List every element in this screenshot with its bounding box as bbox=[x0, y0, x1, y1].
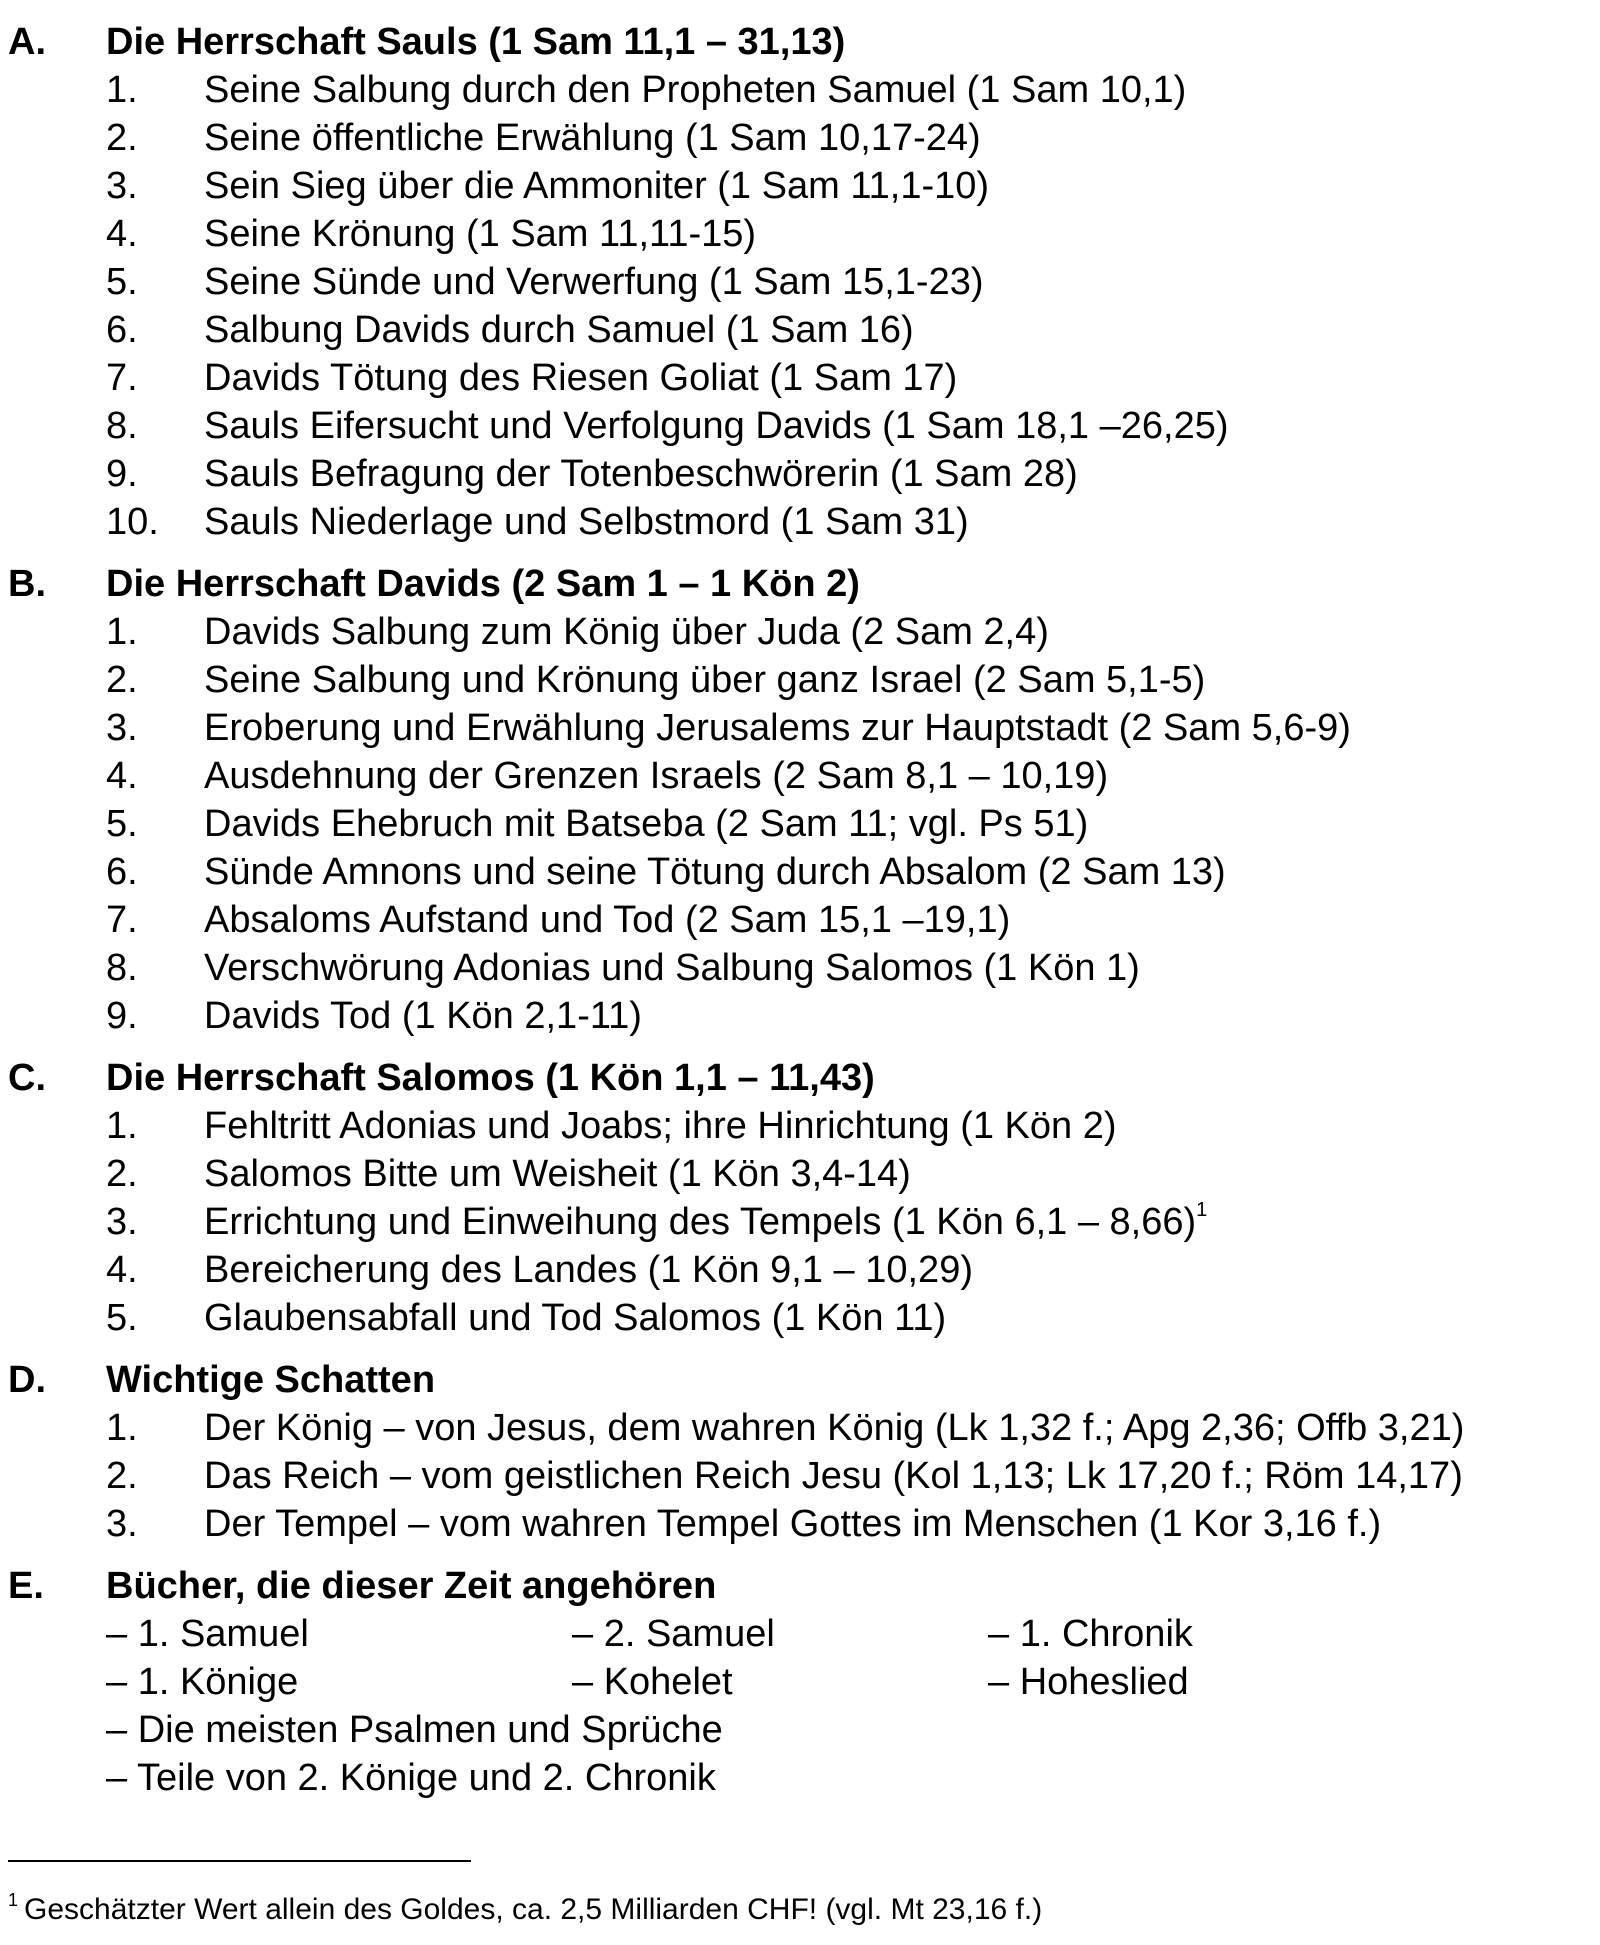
item-number: 3. bbox=[106, 1201, 138, 1243]
book-entry: – 1. Chronik bbox=[988, 1613, 1193, 1655]
list-item bbox=[8, 258, 1598, 306]
list-item bbox=[8, 1150, 1598, 1198]
section-letter: B. bbox=[8, 563, 46, 605]
list-item bbox=[8, 1404, 1598, 1452]
item-number: 7. bbox=[106, 899, 138, 941]
item-text: Bereicherung des Landes (1 Kön 9,1 – 10,29) bbox=[204, 1249, 973, 1291]
item-number: 4. bbox=[106, 1249, 138, 1291]
item-number: 3. bbox=[106, 165, 138, 207]
section-heading bbox=[8, 1562, 1598, 1610]
item-number: 3. bbox=[106, 1503, 138, 1545]
item-text: Sauls Eifersucht und Verfolgung Davids (1 Sam 18,1 –26,25) bbox=[204, 405, 1229, 447]
item-number: 4. bbox=[106, 755, 138, 797]
item-number: 1. bbox=[106, 611, 138, 653]
item-number: 10. bbox=[106, 501, 159, 543]
item-number: 5. bbox=[106, 1297, 138, 1339]
list-item bbox=[8, 896, 1598, 944]
item-text: Der Tempel – vom wahren Tempel Gottes im Menschen (1 Kor 3,16 f.) bbox=[204, 1503, 1382, 1545]
item-number: 6. bbox=[106, 309, 138, 351]
footnote-text: Geschätzter Wert allein des Goldes, ca. 2,5 Milliarden CHF! (vgl. Mt 23,16 f.) bbox=[24, 1893, 1043, 1926]
book-entry: – Kohelet bbox=[572, 1661, 733, 1703]
item-number: 9. bbox=[106, 453, 138, 495]
list-item bbox=[8, 704, 1598, 752]
item-text: Sauls Befragung der Totenbeschwörerin (1 Sam 28) bbox=[204, 453, 1078, 495]
item-text: Salomos Bitte um Weisheit (1 Kön 3,4-14) bbox=[204, 1153, 911, 1195]
item-number: 1. bbox=[106, 1407, 138, 1449]
item-number: 2. bbox=[106, 117, 138, 159]
item-text: Sauls Niederlage und Selbstmord (1 Sam 31) bbox=[204, 501, 969, 543]
list-item bbox=[8, 354, 1598, 402]
list-item bbox=[8, 498, 1598, 546]
list-item bbox=[8, 402, 1598, 450]
list-item bbox=[8, 162, 1598, 210]
section-heading bbox=[8, 18, 1598, 66]
list-item bbox=[8, 656, 1598, 704]
section-title: Wichtige Schatten bbox=[106, 1359, 436, 1401]
section-title: Bücher, die dieser Zeit angehören bbox=[106, 1565, 717, 1607]
list-item bbox=[8, 1500, 1598, 1548]
outline bbox=[8, 18, 1598, 1816]
book-entry: – 1. Könige bbox=[106, 1661, 299, 1703]
section-d bbox=[8, 1356, 1598, 1548]
list-item bbox=[8, 210, 1598, 258]
section-heading bbox=[8, 560, 1598, 608]
item-text: Errichtung und Einweihung des Tempels (1 Kön 6,1 – 8,66) bbox=[204, 1201, 1197, 1243]
item-number: 6. bbox=[106, 851, 138, 893]
item-number: 1. bbox=[106, 69, 138, 111]
item-text: Davids Tod (1 Kön 2,1-11) bbox=[204, 995, 642, 1037]
item-text-wrap bbox=[204, 1198, 1207, 1246]
item-text: Sünde Amnons und seine Tötung durch Absalom (2 Sam 13) bbox=[204, 851, 1226, 893]
list-item bbox=[8, 1198, 1598, 1246]
item-number: 8. bbox=[106, 405, 138, 447]
item-text: Seine öffentliche Erwählung (1 Sam 10,17-24) bbox=[204, 117, 981, 159]
list-item bbox=[8, 66, 1598, 114]
item-number: 2. bbox=[106, 659, 138, 701]
item-number: 2. bbox=[106, 1153, 138, 1195]
item-text: Ausdehnung der Grenzen Israels (2 Sam 8,1 – 10,19) bbox=[204, 755, 1109, 797]
item-number: 2. bbox=[106, 1455, 138, 1497]
item-text: Salbung Davids durch Samuel (1 Sam 16) bbox=[204, 309, 914, 351]
item-number: 1. bbox=[106, 1105, 138, 1147]
section-title: Die Herrschaft Salomos (1 Kön 1,1 – 11,43) bbox=[106, 1057, 875, 1099]
book-entry: – Hoheslied bbox=[988, 1661, 1189, 1703]
item-text: Davids Ehebruch mit Batseba (2 Sam 11; vgl. Ps 51) bbox=[204, 803, 1089, 845]
item-text: Seine Krönung (1 Sam 11,11-15) bbox=[204, 213, 757, 255]
footnote-separator bbox=[8, 1860, 471, 1862]
footnote-marker: 1 bbox=[8, 1890, 19, 1910]
item-text: Davids Tötung des Riesen Goliat (1 Sam 17) bbox=[204, 357, 958, 399]
item-text: Absaloms Aufstand und Tod (2 Sam 15,1 –19,1) bbox=[204, 899, 1011, 941]
section-a bbox=[8, 18, 1598, 546]
list-item bbox=[8, 848, 1598, 896]
item-number: 8. bbox=[106, 947, 138, 989]
item-text: Das Reich – vom geistlichen Reich Jesu (Kol 1,13; Lk 17,20 f.; Röm 14,17) bbox=[204, 1455, 1463, 1497]
list-item bbox=[8, 1246, 1598, 1294]
item-text: Glaubensabfall und Tod Salomos (1 Kön 11) bbox=[204, 1297, 947, 1339]
list-item bbox=[8, 944, 1598, 992]
item-text: Seine Salbung und Krönung über ganz Israel (2 Sam 5,1-5) bbox=[204, 659, 1206, 701]
list-item bbox=[8, 992, 1598, 1040]
section-heading bbox=[8, 1054, 1598, 1102]
book-entry: – 1. Samuel bbox=[106, 1613, 309, 1655]
item-number: 9. bbox=[106, 995, 138, 1037]
list-item bbox=[8, 752, 1598, 800]
section-c bbox=[8, 1054, 1598, 1342]
item-text: Seine Salbung durch den Propheten Samuel (1 Sam 10,1) bbox=[204, 69, 1187, 111]
section-title: Die Herrschaft Sauls (1 Sam 11,1 – 31,13) bbox=[106, 21, 846, 63]
section-title: Die Herrschaft Davids (2 Sam 1 – 1 Kön 2) bbox=[106, 563, 860, 605]
item-number: 7. bbox=[106, 357, 138, 399]
footnote bbox=[8, 1890, 1042, 1930]
list-item bbox=[8, 1452, 1598, 1500]
list-item bbox=[8, 114, 1598, 162]
section-b bbox=[8, 560, 1598, 1040]
section-e bbox=[8, 1562, 1598, 1802]
section-letter: C. bbox=[8, 1057, 46, 1099]
section-letter: D. bbox=[8, 1359, 46, 1401]
book-line: – Teile von 2. Könige und 2. Chronik bbox=[106, 1757, 716, 1799]
item-text: Eroberung und Erwählung Jerusalems zur Hauptstadt (2 Sam 5,6-9) bbox=[204, 707, 1351, 749]
item-text: Sein Sieg über die Ammoniter (1 Sam 11,1-10) bbox=[204, 165, 990, 207]
item-number: 4. bbox=[106, 213, 138, 255]
section-heading bbox=[8, 1356, 1598, 1404]
list-item bbox=[8, 450, 1598, 498]
item-number: 5. bbox=[106, 803, 138, 845]
item-number: 3. bbox=[106, 707, 138, 749]
list-item bbox=[8, 608, 1598, 656]
item-text: Davids Salbung zum König über Juda (2 Sam 2,4) bbox=[204, 611, 1049, 653]
book-entry: – 2. Samuel bbox=[572, 1613, 775, 1655]
list-item bbox=[8, 1294, 1598, 1342]
book-line: – Die meisten Psalmen und Sprüche bbox=[106, 1709, 723, 1751]
item-text: Verschwörung Adonias und Salbung Salomos (1 Kön 1) bbox=[204, 947, 1140, 989]
section-letter: A. bbox=[8, 21, 46, 63]
item-number: 5. bbox=[106, 261, 138, 303]
list-item bbox=[8, 1102, 1598, 1150]
books-grid bbox=[8, 1610, 1598, 1706]
footnote-reference[interactable]: 1 bbox=[1196, 1199, 1208, 1222]
list-item bbox=[8, 306, 1598, 354]
list-item bbox=[8, 800, 1598, 848]
section-letter: E. bbox=[8, 1565, 44, 1607]
item-text: Der König – von Jesus, dem wahren König (Lk 1,32 f.; Apg 2,36; Offb 3,21) bbox=[204, 1407, 1465, 1449]
item-text: Fehltritt Adonias und Joabs; ihre Hinrichtung (1 Kön 2) bbox=[204, 1105, 1117, 1147]
item-text: Seine Sünde und Verwerfung (1 Sam 15,1-23) bbox=[204, 261, 984, 303]
